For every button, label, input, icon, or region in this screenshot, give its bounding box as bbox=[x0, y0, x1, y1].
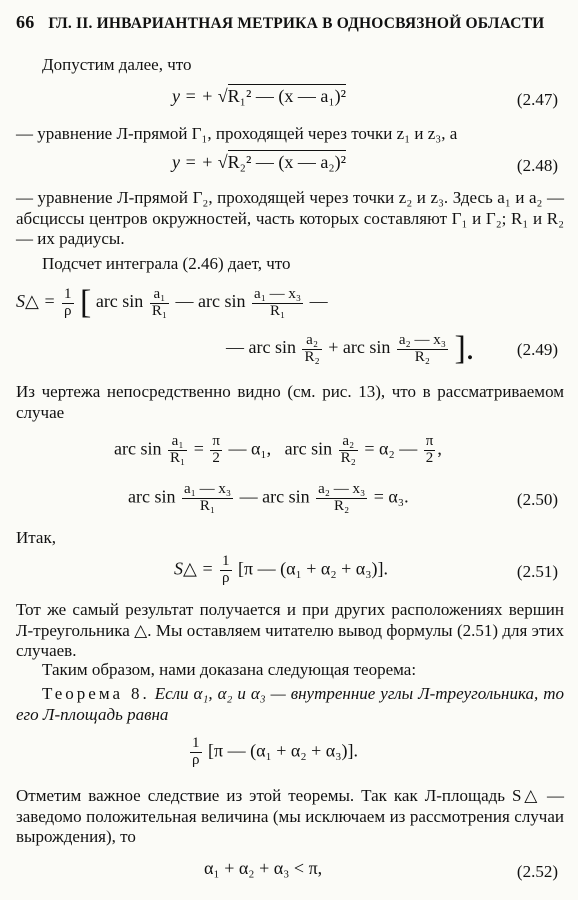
eq249-frac-1-rho: $\frac{1}{\rho}$ bbox=[64, 285, 72, 319]
eq251-number: (2.51) bbox=[516, 562, 558, 581]
equation-2-49-line1 bbox=[16, 282, 564, 326]
theorem-label: Теорема 8. bbox=[42, 684, 150, 703]
equation-2-48 bbox=[16, 152, 564, 184]
paragraph-8: Таким образом, нами доказана следующая теорема: bbox=[42, 660, 417, 679]
eq249-arcsin-3: — arc sin bbox=[226, 337, 296, 358]
eq251-rhs: [π — (α₁ + α₂ + α₃)]. bbox=[238, 558, 388, 579]
theorem-8 bbox=[16, 684, 564, 725]
paragraph-9: Отметим важное следствие из этой теоремы. Так как Л-площадь S△ — заведомо положительная величина (мы исключаем из рассмотрения случаи вырождения), то bbox=[16, 786, 564, 847]
eq249-plus: + bbox=[328, 337, 339, 358]
eq252-formula: α₁ + α₂ + α₃ < π, bbox=[204, 858, 323, 878]
theorem-formula: $\frac{1}{\rho}$ [π — (α₁ + α₂ + α₃)]. bbox=[192, 735, 358, 768]
paragraph-5: Из чертежа непосредственно видно (см. рис. 13), что в рассматриваемом случае bbox=[16, 382, 564, 422]
eq252-number: (2.52) bbox=[516, 862, 558, 881]
eq249-frac-a2x3-R2: $\frac{\text{a₂ — x₃}}{\text{R₂}}$ bbox=[398, 331, 446, 365]
equation-2-51: S△ = $\frac{1}{\rho}$ [π — (α₁ + α₂ + α₃)]. (2.51) bbox=[174, 553, 558, 586]
eq248-lhs: y = + √ bbox=[172, 152, 228, 172]
paragraph-6: Итак, bbox=[16, 528, 56, 547]
eq249-arcsin-1: arc sin bbox=[95, 291, 144, 312]
eq249-frac-a2-R2: $\frac{\text{a₂}}{\text{R₂}}$ bbox=[304, 331, 320, 365]
eq249-lhs: S△ = bbox=[16, 291, 56, 312]
equation-2-50-line2: arc sin $\frac{\text{a₁ — x₃}}{\text{R₁}}$ — arc sin $\frac{\text{a₂ — x₃}}{\text{R₂}}$ = α₃. (2.50) bbox=[128, 481, 558, 514]
equation-2-52 bbox=[16, 858, 564, 890]
theorem-text: Если α₁, α₂ и α₃ — внутренние углы Л-треугольника, то его Л-площадь равна bbox=[16, 684, 564, 724]
theorem-rhs: [π — (α₁ + α₂ + α₃)]. bbox=[208, 740, 358, 761]
eq248-radicand: R₂² — (x — a₂)² bbox=[227, 152, 346, 172]
eq249-arcsin-4: arc sin bbox=[342, 337, 391, 358]
eq247-lhs: y = + √ bbox=[172, 86, 228, 106]
eq249-bracket-close: ]. bbox=[454, 330, 475, 367]
eq248-number: (2.48) bbox=[516, 156, 558, 175]
eq249-arcsin-2: — arc sin bbox=[175, 291, 246, 312]
eq249-number: (2.49) bbox=[516, 340, 558, 359]
equation-2-47 bbox=[16, 86, 564, 118]
equation-2-50-line1: arc sin $\frac{\text{a₁}}{\text{R₁}}$ = $\frac{\pi}{2}$ — α₁, arc sin $\frac{\text{a₂}}{\text{R₂}}$ = α₂ — $\frac{\pi}{2}$ , bbox=[114, 433, 442, 466]
paragraph-3: — уравнение Л-прямой Γ₂, проходящей через точки z₂ и z₃. Здесь a₁ и a₂ — абсциссы центров окружностей, часть которых составляют Γ₁ и Γ₂; R₁ и R₂ — их радиусы. bbox=[16, 188, 564, 249]
eq249-bracket-open: [ bbox=[80, 284, 92, 321]
eq247-number: (2.47) bbox=[516, 90, 558, 109]
eq250-number: (2.50) bbox=[516, 490, 558, 509]
running-title: ГЛ. II. ИНВАРИАНТНАЯ МЕТРИКА В ОДНОСВЯЗНОЙ ОБЛАСТИ bbox=[48, 15, 545, 32]
eq249-frac-a1x3-R1: $\frac{\text{a₁ — x₃}}{\text{R₁}}$ bbox=[254, 285, 302, 319]
eq249-frac-a1-R1: $\frac{\text{a₁}}{\text{R₁}}$ bbox=[151, 285, 168, 319]
paragraph-2: — уравнение Л-прямой Γ₁, проходящей через точки z₁ и z₃, а bbox=[16, 124, 458, 143]
paragraph-4: Подсчет интеграла (2.46) дает, что bbox=[42, 254, 291, 273]
paragraph-1: Допустим далее, что bbox=[42, 55, 192, 74]
running-header bbox=[16, 12, 568, 34]
page-number: 66 bbox=[16, 12, 35, 32]
eq249-trailing-dash: — bbox=[309, 291, 328, 312]
eq247-radicand: R₁² — (x — a₁)² bbox=[227, 86, 346, 106]
equation-2-49-line2 bbox=[16, 330, 564, 374]
paragraph-7: Тот же самый результат получается и при других расположениях вершин Л-треугольника △. Мы оставляем читателю вывод формулы (2.51) для этих случаев. bbox=[16, 600, 564, 661]
